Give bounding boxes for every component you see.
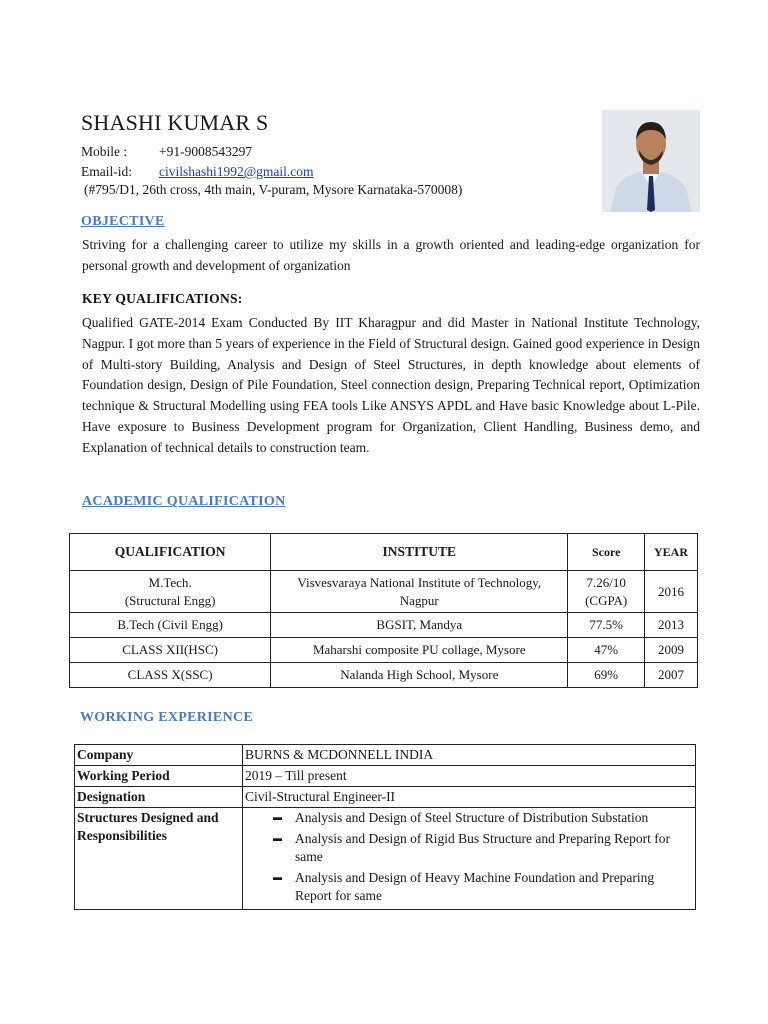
work-table	[74, 744, 696, 910]
score-line: 7.26/10	[586, 574, 626, 590]
person-photo-icon	[602, 110, 700, 212]
year-cell: 2016	[645, 571, 698, 613]
designation-value: Civil-Structural Engineer-II	[243, 787, 696, 808]
period-value: 2019 – Till present	[243, 766, 696, 787]
year-cell: 2009	[645, 638, 698, 663]
key-qualifications-text: Qualified GATE-2014 Exam Conducted By IIT Kharagpur and did Master in National Institute Technology, Nagpur. I got more than 5 years of experience in the Field of Structural design. Gained good experience in Design of Multi-story Building, Analysis and Design of Steel Structures, in depth knowledge about elements of Foundation design, Design of Pile Foundation, Steel connection design, Preparing Technical report, Optimization technique & Structural Modelling using FEA tools Like ANSYS APDL and Have basic Knowledge about L-Pile. Have exposure to Business Development program for Organization, Client Handling, Business demo, and Explanation of technical details to construction team.	[82, 315, 700, 455]
qualification-cell: CLASS X(SSC)	[70, 663, 271, 688]
period-label: Working Period	[75, 766, 243, 787]
company-value: BURNS & MCDONNELL INDIA	[243, 745, 696, 766]
score-cell: 77.5%	[568, 613, 645, 638]
qualification-line: M.Tech.	[148, 574, 192, 590]
column-header: YEAR	[645, 534, 698, 571]
column-header: Score	[568, 534, 645, 571]
objective-heading: OBJECTIVE	[81, 214, 165, 229]
score-line: (CGPA)	[585, 592, 628, 608]
objective-text: Striving for a challenging career to utilize my skills in a growth oriented and leading-edge organization for personal growth and development of organization	[82, 237, 700, 273]
academic-table	[69, 533, 698, 688]
score-cell: 47%	[568, 638, 645, 663]
table-row	[75, 766, 696, 787]
key-qualifications-title: KEY QUALIFICATIONS:	[82, 291, 243, 306]
list-item: ▬ Analysis and Design of Rigid Bus Structure and Preparing Report for same	[295, 830, 693, 867]
institute-line: Visvesvaraya National Institute of Technology,	[297, 574, 542, 590]
institute-cell: Nalanda High School, Mysore	[271, 663, 568, 688]
table-row	[75, 808, 696, 910]
year-cell: 2007	[645, 663, 698, 688]
work-heading: WORKING EXPERIENCE	[80, 710, 254, 725]
qualification-line: (Structural Engg)	[124, 592, 216, 608]
table-header-row	[70, 534, 698, 571]
institute-line: Nagpur	[399, 592, 439, 608]
table-row	[75, 745, 696, 766]
table-row	[70, 613, 698, 638]
mobile-label: Mobile :	[81, 144, 128, 159]
company-label: Company	[75, 745, 243, 766]
institute-cell: Maharshi composite PU collage, Mysore	[271, 638, 568, 663]
table-row	[70, 663, 698, 688]
email-label: Email-id:	[81, 164, 132, 179]
contact-block	[81, 142, 314, 182]
institute-cell: BGSIT, Mandya	[271, 613, 568, 638]
score-cell: 69%	[568, 663, 645, 688]
responsibilities-list	[245, 809, 693, 906]
responsibilities-cell	[243, 808, 696, 910]
qualification-cell: B.Tech (Civil Engg)	[70, 613, 271, 638]
institute-cell	[271, 571, 568, 613]
structures-label: Structures Designed and Responsibilities	[75, 808, 243, 910]
qualification-cell	[70, 571, 271, 613]
column-header: INSTITUTE	[271, 534, 568, 571]
column-header: QUALIFICATION	[70, 534, 271, 571]
table-row	[70, 571, 698, 613]
score-cell	[568, 571, 645, 613]
email-link[interactable]: civilshashi1992@gmail.com	[159, 164, 314, 179]
candidate-name: SHASHI KUMAR S	[81, 110, 269, 135]
designation-label: Designation	[75, 787, 243, 808]
list-item: ▬ Analysis and Design of Steel Structure of Distribution Substation	[295, 809, 693, 828]
year-cell: 2013	[645, 613, 698, 638]
list-item: ▬ Analysis and Design of Heavy Machine Foundation and Preparing Report for same	[295, 869, 693, 906]
academic-heading: ACADEMIC QUALIFICATION	[82, 494, 286, 509]
table-row	[70, 638, 698, 663]
profile-photo	[602, 110, 700, 212]
qualification-cell: CLASS XII(HSC)	[70, 638, 271, 663]
key-qualifications-heading	[82, 291, 243, 307]
address: (#795/D1, 26th cross, 4th main, V-puram, Mysore Karnataka-570008)	[84, 182, 463, 197]
table-row	[75, 787, 696, 808]
mobile-number: +91-9008543297	[159, 144, 253, 159]
